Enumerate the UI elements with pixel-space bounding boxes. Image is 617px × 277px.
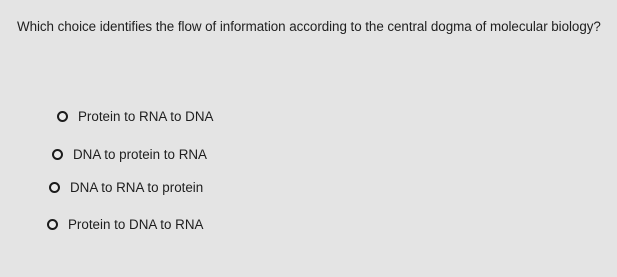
radio-button-icon[interactable]	[47, 219, 58, 230]
answer-option[interactable]	[52, 147, 207, 162]
answer-option[interactable]	[57, 109, 213, 124]
radio-button-icon[interactable]	[49, 182, 60, 193]
answer-option[interactable]	[49, 180, 203, 195]
radio-button-icon[interactable]	[52, 149, 63, 160]
answer-option[interactable]	[47, 217, 203, 232]
radio-button-icon[interactable]	[57, 111, 68, 122]
answer-option-label: Protein to DNA to RNA	[68, 217, 204, 232]
answer-option-label: Protein to RNA to DNA	[78, 109, 214, 124]
question-text: Which choice identifies the flow of information according to the central dogma of molecular biology?	[17, 19, 601, 34]
answer-option-label: DNA to protein to RNA	[73, 147, 207, 162]
answer-option-label: DNA to RNA to protein	[70, 180, 204, 195]
